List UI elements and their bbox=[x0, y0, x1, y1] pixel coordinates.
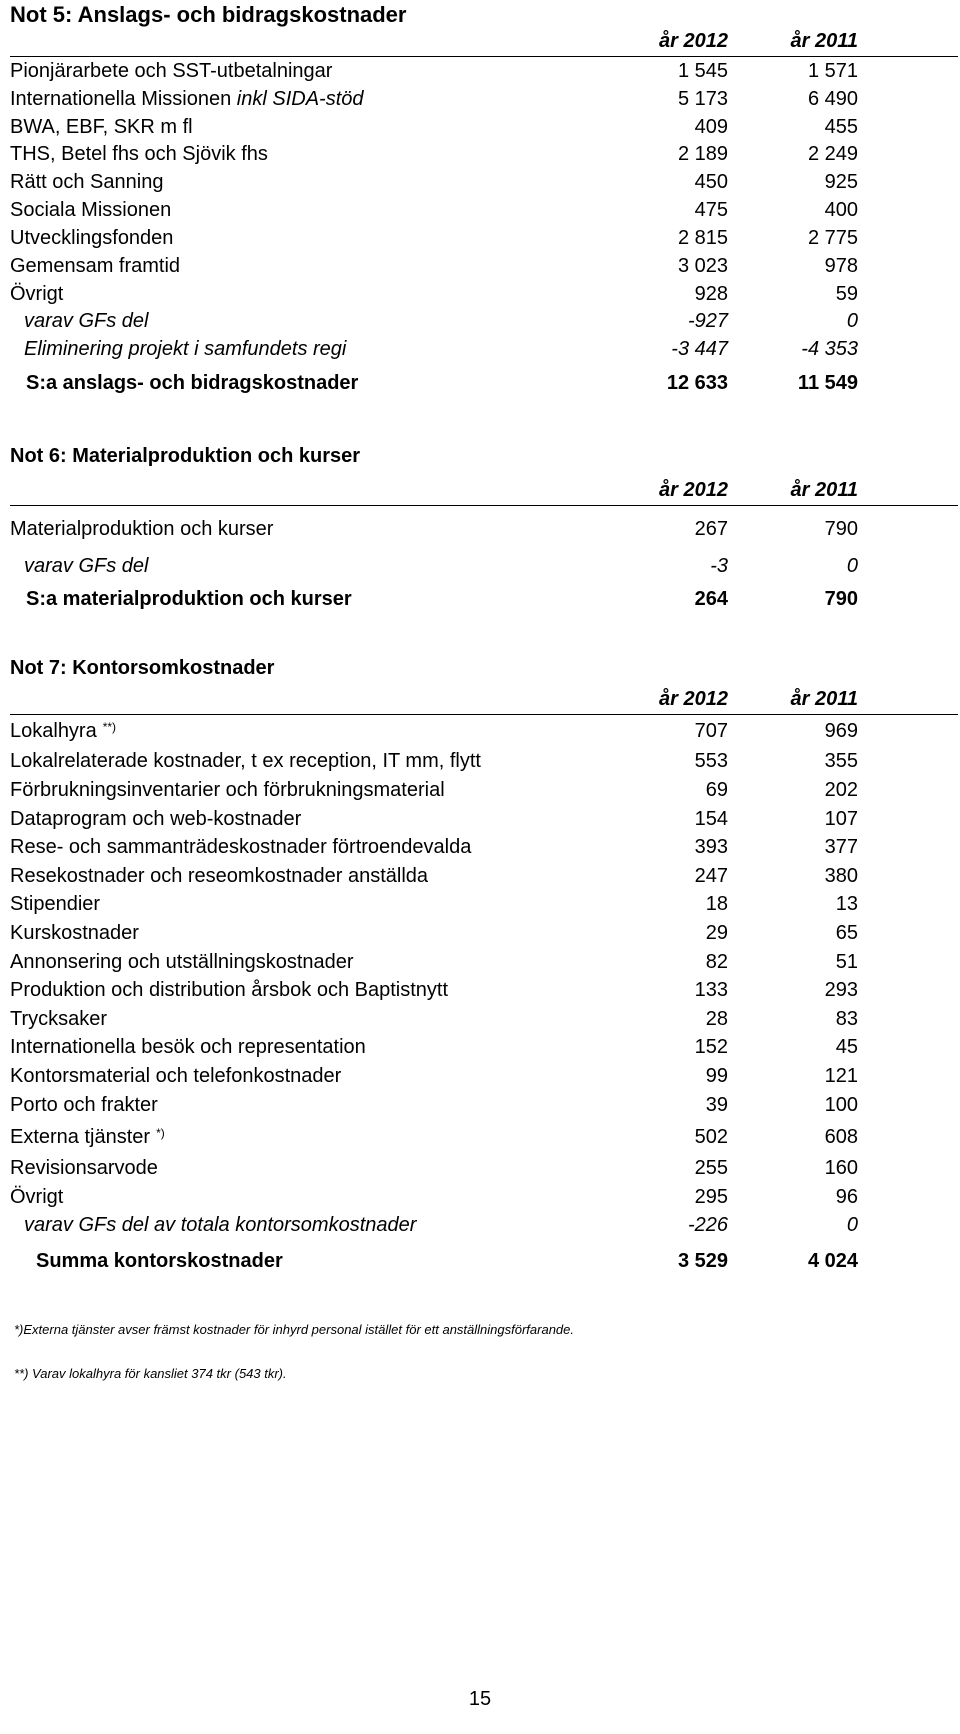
value-2012: 475 bbox=[694, 199, 728, 221]
table-row bbox=[0, 116, 960, 144]
value-2011: 377 bbox=[824, 836, 858, 858]
value-2012: -3 447 bbox=[671, 338, 728, 360]
table-row bbox=[0, 1214, 960, 1242]
value-2012: 502 bbox=[694, 1126, 728, 1148]
table-row bbox=[0, 808, 960, 836]
footnote-marker: *) bbox=[156, 1126, 165, 1140]
table-row bbox=[0, 338, 960, 366]
row-label: Produktion och distribution årsbok och Baptistnytt bbox=[10, 979, 449, 1001]
value-2012: 1 545 bbox=[677, 60, 728, 82]
row-label: varav GFs del av totala kontorsomkostnader bbox=[24, 1214, 417, 1236]
note6-col-2012: år 2012 bbox=[659, 479, 728, 501]
row-label: Lokalhyra **) bbox=[10, 720, 117, 742]
table-row bbox=[0, 1186, 960, 1214]
value-2011: 2 249 bbox=[807, 143, 858, 165]
value-2011: 83 bbox=[835, 1008, 858, 1030]
table-row bbox=[0, 1094, 960, 1122]
table-row bbox=[0, 750, 960, 778]
footnote-rent: **) Varav lokalhyra för kansliet 374 tkr (543 tkr). bbox=[14, 1366, 287, 1381]
value-2011: 107 bbox=[824, 808, 858, 830]
table-row bbox=[0, 88, 960, 116]
row-label: Dataprogram och web-kostnader bbox=[10, 808, 302, 830]
row-label: Annonsering och utställningskostnader bbox=[10, 951, 354, 973]
value-2011: 1 571 bbox=[807, 60, 858, 82]
value-2011: 0 bbox=[846, 310, 858, 332]
value-2011: 608 bbox=[824, 1126, 858, 1148]
table-row bbox=[0, 518, 960, 546]
note7-col-2012: år 2012 bbox=[659, 688, 728, 710]
value-2012: 82 bbox=[705, 951, 728, 973]
value-2011: 790 bbox=[824, 518, 858, 540]
table-row bbox=[0, 60, 960, 88]
row-label: Kurskostnader bbox=[10, 922, 139, 944]
table-row bbox=[0, 893, 960, 921]
total-row bbox=[0, 1250, 960, 1278]
value-2011: 65 bbox=[835, 922, 858, 944]
value-2012: 29 bbox=[705, 922, 728, 944]
note5-title: Not 5: Anslags- och bidragskostnader bbox=[10, 2, 407, 27]
footnote-marker: **) bbox=[102, 720, 117, 734]
row-label: Utvecklingsfonden bbox=[10, 227, 174, 249]
row-label: Pionjärarbete och SST-utbetalningar bbox=[10, 60, 333, 82]
value-2012: 295 bbox=[694, 1186, 728, 1208]
value-2011: 380 bbox=[824, 865, 858, 887]
row-label: varav GFs del bbox=[24, 555, 149, 577]
value-2011: 355 bbox=[824, 750, 858, 772]
total-2012: 264 bbox=[694, 588, 728, 610]
value-2011: 969 bbox=[824, 720, 858, 742]
footnote-external-services: *)Externa tjänster avser främst kostnader för inhyrd personal istället för ett anställningsförfarande. bbox=[14, 1322, 574, 1337]
table-row bbox=[0, 1065, 960, 1093]
row-label: Internationella Missionen inkl SIDA-stöd bbox=[10, 88, 364, 110]
row-label: Revisionsarvode bbox=[10, 1157, 158, 1179]
value-2011: 2 775 bbox=[807, 227, 858, 249]
row-label: THS, Betel fhs och Sjövik fhs bbox=[10, 143, 268, 165]
value-2011: 0 bbox=[846, 1214, 858, 1236]
table-row bbox=[0, 227, 960, 255]
total-2011: 11 549 bbox=[797, 372, 858, 394]
value-2012: -927 bbox=[687, 310, 728, 332]
value-2012: 409 bbox=[694, 116, 728, 138]
note5-header-rule bbox=[10, 56, 958, 57]
row-label: Stipendier bbox=[10, 893, 101, 915]
value-2011: 925 bbox=[824, 171, 858, 193]
value-2012: 152 bbox=[694, 1036, 728, 1058]
value-2011: 51 bbox=[835, 951, 858, 973]
page-number: 15 bbox=[468, 1688, 492, 1710]
row-label: Kontorsmaterial och telefonkostnader bbox=[10, 1065, 342, 1087]
value-2012: 154 bbox=[694, 808, 728, 830]
total-label: S:a materialproduktion och kurser bbox=[26, 588, 352, 610]
total-row bbox=[0, 588, 960, 616]
table-row bbox=[0, 1126, 960, 1154]
row-label: Eliminering projekt i samfundets regi bbox=[24, 338, 347, 360]
table-row bbox=[0, 865, 960, 893]
value-2012: 707 bbox=[694, 720, 728, 742]
value-2011: 13 bbox=[835, 893, 858, 915]
row-label: Övrigt bbox=[10, 1186, 64, 1208]
value-2012: 69 bbox=[705, 779, 728, 801]
row-label: Resekostnader och reseomkostnader anställda bbox=[10, 865, 429, 887]
table-row bbox=[0, 1036, 960, 1064]
row-label: Porto och frakter bbox=[10, 1094, 158, 1116]
table-row bbox=[0, 255, 960, 283]
note5-col-2011: år 2011 bbox=[790, 30, 858, 52]
value-2011: -4 353 bbox=[801, 338, 858, 360]
value-2011: 0 bbox=[846, 555, 858, 577]
table-row bbox=[0, 720, 960, 748]
total-label: Summa kontorskostnader bbox=[36, 1250, 283, 1272]
value-2012: 2 815 bbox=[677, 227, 728, 249]
table-row bbox=[0, 779, 960, 807]
value-2011: 96 bbox=[835, 1186, 858, 1208]
value-2012: 39 bbox=[705, 1094, 728, 1116]
total-row bbox=[0, 372, 960, 400]
row-label-suffix: inkl SIDA-stöd bbox=[231, 88, 364, 110]
value-2012: -3 bbox=[710, 555, 728, 577]
table-row bbox=[0, 310, 960, 338]
value-2012: 450 bbox=[694, 171, 728, 193]
value-2012: 3 023 bbox=[677, 255, 728, 277]
value-2012: 5 173 bbox=[677, 88, 728, 110]
value-2011: 400 bbox=[824, 199, 858, 221]
value-2012: 247 bbox=[694, 865, 728, 887]
value-2012: 99 bbox=[705, 1065, 728, 1087]
row-label: Rätt och Sanning bbox=[10, 171, 164, 193]
table-row bbox=[0, 171, 960, 199]
note5-col-2012: år 2012 bbox=[659, 30, 728, 52]
row-label: Lokalrelaterade kostnader, t ex reception, IT mm, flytt bbox=[10, 750, 481, 772]
value-2011: 59 bbox=[835, 283, 858, 305]
total-2012: 12 633 bbox=[666, 372, 728, 394]
value-2011: 978 bbox=[824, 255, 858, 277]
row-label: Internationella besök och representation bbox=[10, 1036, 366, 1058]
value-2011: 45 bbox=[835, 1036, 858, 1058]
table-row bbox=[0, 922, 960, 950]
note7-header-rule bbox=[10, 714, 958, 715]
value-2012: 553 bbox=[694, 750, 728, 772]
value-2012: 928 bbox=[694, 283, 728, 305]
row-label: Rese- och sammanträdeskostnader förtroendevalda bbox=[10, 836, 472, 858]
value-2012: 18 bbox=[705, 893, 728, 915]
total-2012: 3 529 bbox=[677, 1250, 728, 1272]
total-label: S:a anslags- och bidragskostnader bbox=[26, 372, 359, 394]
value-2011: 455 bbox=[824, 116, 858, 138]
note7-title: Not 7: Kontorsomkostnader bbox=[10, 657, 275, 679]
note6-title: Not 6: Materialproduktion och kurser bbox=[10, 445, 361, 467]
row-label: Externa tjänster *) bbox=[10, 1126, 165, 1148]
value-2012: -226 bbox=[687, 1214, 728, 1236]
value-2011: 160 bbox=[824, 1157, 858, 1179]
table-row bbox=[0, 836, 960, 864]
row-label: Förbrukningsinventarier och förbrukningsmaterial bbox=[10, 779, 445, 801]
note7-col-2011: år 2011 bbox=[790, 688, 858, 710]
value-2011: 202 bbox=[824, 779, 858, 801]
table-row bbox=[0, 143, 960, 171]
row-label: varav GFs del bbox=[24, 310, 149, 332]
value-2011: 293 bbox=[824, 979, 858, 1001]
note6-header-rule bbox=[10, 505, 958, 506]
row-label: Sociala Missionen bbox=[10, 199, 172, 221]
table-row bbox=[0, 283, 960, 311]
row-label: Materialproduktion och kurser bbox=[10, 518, 274, 540]
total-2011: 4 024 bbox=[807, 1250, 858, 1272]
row-label: Gemensam framtid bbox=[10, 255, 181, 277]
table-row bbox=[0, 555, 960, 583]
table-row bbox=[0, 1008, 960, 1036]
value-2012: 255 bbox=[694, 1157, 728, 1179]
value-2011: 121 bbox=[824, 1065, 858, 1087]
table-row bbox=[0, 979, 960, 1007]
value-2012: 2 189 bbox=[677, 143, 728, 165]
value-2012: 133 bbox=[694, 979, 728, 1001]
table-row bbox=[0, 951, 960, 979]
table-row bbox=[0, 199, 960, 227]
table-row bbox=[0, 1157, 960, 1185]
row-label: BWA, EBF, SKR m fl bbox=[10, 116, 193, 138]
value-2011: 6 490 bbox=[807, 88, 858, 110]
value-2012: 267 bbox=[694, 518, 728, 540]
note6-col-2011: år 2011 bbox=[790, 479, 858, 501]
value-2012: 28 bbox=[705, 1008, 728, 1030]
value-2012: 393 bbox=[694, 836, 728, 858]
value-2011: 100 bbox=[824, 1094, 858, 1116]
row-label: Trycksaker bbox=[10, 1008, 108, 1030]
total-2011: 790 bbox=[824, 588, 858, 610]
row-label: Övrigt bbox=[10, 283, 64, 305]
